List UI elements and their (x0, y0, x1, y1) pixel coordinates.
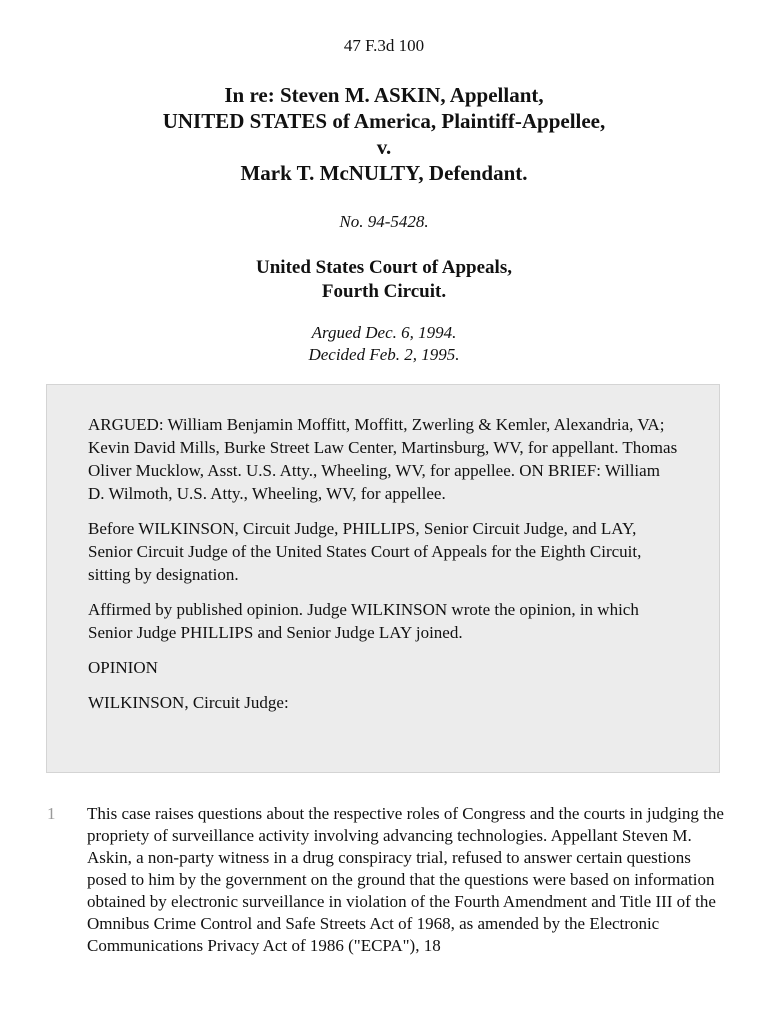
docket-number: No. 94-5428. (339, 212, 429, 231)
decided-date: Decided Feb. 2, 1995. (308, 345, 460, 364)
case-citation: 47 F.3d 100 (343, 36, 425, 55)
caption-line-appellant: In re: Steven M. ASKIN, Appellant, (224, 83, 544, 107)
disposition-paragraph: Affirmed by published opinion. Judge WILKINSON wrote the opinion, in which Senior Judge PHILLIPS and Senior Judge LAY joined. (88, 600, 639, 642)
opinion-heading: OPINION (88, 658, 158, 677)
case-dates (0, 322, 768, 366)
court-name-line2: Fourth Circuit. (321, 281, 447, 302)
opinion-author: WILKINSON, Circuit Judge: (88, 693, 289, 712)
court-name (0, 256, 768, 304)
counsel-paragraph: ARGUED: William Benjamin Moffitt, Moffitt, Zwerling & Kemler, Alexandria, VA; Kevin David Mills, Burke Street Law Center, Martinsburg, WV, for appellant. Thomas Oliver Mucklow, Asst. U.S. Atty., Wheeling, WV, for appellee. ON BRIEF: William D. Wilmoth, U.S. Atty., Wheeling, WV, for appellee. (88, 415, 678, 503)
caption-line-plaintiff: UNITED STATES of America, Plaintiff-Appellee, (162, 109, 606, 133)
panel-paragraph: Before WILKINSON, Circuit Judge, PHILLIPS, Senior Circuit Judge, and LAY, Senior Circuit Judge of the United States Court of Appeals for the Eighth Circuit, sitting by designation. (88, 519, 642, 584)
caption-line-versus: v. (376, 135, 392, 159)
case-caption (0, 82, 768, 186)
court-name-line1: United States Court of Appeals, (256, 257, 512, 278)
argued-date: Argued Dec. 6, 1994. (311, 323, 457, 342)
caption-line-defendant: Mark T. McNULTY, Defendant. (240, 161, 528, 185)
paragraph-number: 1 (47, 804, 56, 823)
paragraph-text: This case raises questions about the respective roles of Congress and the courts in judging the propriety of surveillance activity involving advancing technologies. Appellant Steven M. Askin, a non-party witness in a drug conspiracy trial, refused to answer certain questions posed to him by the government on the ground that the questions were based on information obtained by electronic surveillance in violation of the Fourth Amendment and Title III of the Omnibus Crime Control and Safe Streets Act of 1968, as amended by the Electronic Communications Privacy Act of 1986 ("ECPA"), 18 (87, 804, 724, 955)
case-info-box (46, 384, 720, 773)
